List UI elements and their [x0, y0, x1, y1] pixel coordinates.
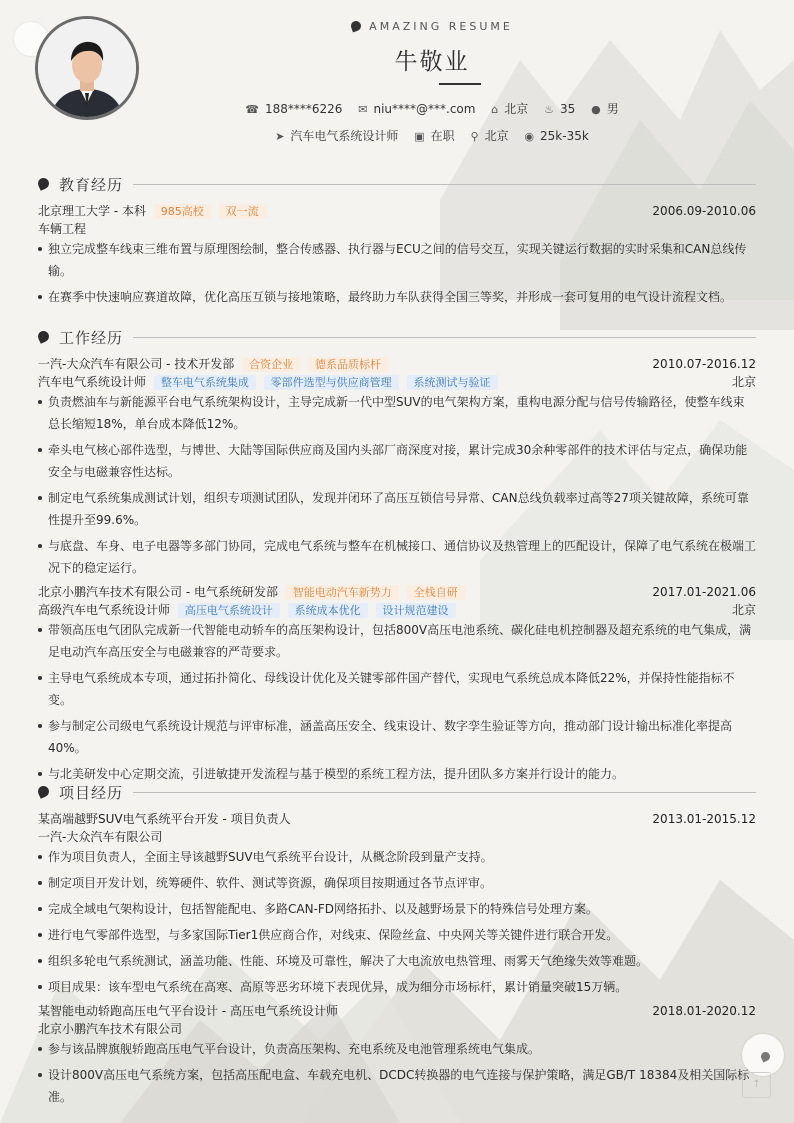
section-header — [38, 173, 756, 195]
tag: 零部件选型与供应商管理 — [264, 375, 399, 390]
bullet-list — [38, 391, 756, 579]
list-item: 制定项目开发计划，统筹硬件、软件、测试等资源，确保项目按期通过各节点评审。 — [38, 872, 756, 894]
leaf-icon — [36, 176, 51, 191]
tag: 系统成本优化 — [288, 603, 368, 618]
age: 35 — [560, 102, 576, 116]
list-item: 参与该品牌旗舰轿跑高压电气平台设计，负责高压架构、充电系统及电池管理系统电气集成。 — [38, 1038, 756, 1060]
job-header — [38, 583, 756, 601]
pin-icon: ⚲ — [470, 130, 479, 143]
project-org: 北京小鹏汽车技术有限公司 — [38, 1022, 183, 1036]
mail-icon: ✉ — [358, 103, 368, 116]
role: 汽车电气系统设计师 — [38, 375, 147, 389]
company: 北京小鹏汽车技术有限公司 - 电气系统研发部 — [38, 585, 278, 599]
bullet-list — [38, 238, 756, 308]
job-title: 汽车电气系统设计师 — [290, 129, 399, 143]
send-icon: ➤ — [275, 130, 285, 143]
major: 车辆工程 — [38, 222, 87, 236]
bullet-list — [38, 619, 756, 785]
list-item: 与底盘、车身、电子电器等多部门协同，完成电气系统与整车在机械接口、通信协议及热管理上的匹配设计，保障了电气系统在极端工况下的稳定运行。 — [38, 535, 756, 579]
section-title: 项目经历 — [59, 784, 124, 802]
tag: 985高校 — [154, 204, 211, 219]
job-role — [38, 601, 756, 619]
projects-section — [38, 781, 756, 1112]
tag: 整车电气系统集成 — [154, 375, 256, 390]
leaf-icon — [36, 784, 51, 799]
list-item: 制定电气系统集成测试计划，组织专项测试团队，发现并闭环了高压互锁信号异常、CAN总线负载率过高等27项关键故障，系统可靠性提升至99.6%。 — [38, 487, 756, 531]
home-icon: ⌂ — [491, 103, 499, 116]
tag: 系统测试与验证 — [407, 375, 498, 390]
company: 一汽-大众汽车有限公司 - 技术开发部 — [38, 357, 235, 371]
project-org: 一汽-大众汽车有限公司 — [38, 830, 163, 844]
leaf-icon — [36, 329, 51, 344]
briefcase-icon: ▣ — [414, 130, 425, 143]
bullet-list — [38, 1038, 756, 1108]
leaf-icon — [760, 1051, 772, 1063]
list-item: 独立完成整车线束三维布置与原理图绘制，整合传感器、执行器与ECU之间的信号交互，实现关键运行数据的实时采集和CAN总线传输。 — [38, 238, 756, 282]
tag: 德系品质标杆 — [308, 357, 388, 372]
list-item: 作为项目负责人，全面主导该越野SUV电气系统平台设计，从概念阶段到量产支持。 — [38, 846, 756, 868]
project-name: 某智能电动轿跑高压电气平台设计 - 高压电气系统设计师 — [38, 1004, 338, 1018]
list-item: 进行电气零部件选型，与多家国际Tier1供应商合作，对线束、保险丝盒、中央网关等关键件进行联合开发。 — [38, 924, 756, 946]
school: 北京理工大学 - 本科 — [38, 204, 146, 218]
section-divider — [133, 184, 756, 185]
education-header — [38, 202, 756, 220]
list-item: 与北美研发中心定期交流，引进敏捷开发流程与基于模型的系统工程方法，提升团队多方案并行设计的能力。 — [38, 763, 756, 785]
candidate-name: 牛敬业 — [394, 49, 470, 75]
phone-icon: ☎ — [245, 103, 259, 116]
list-item: 项目成果：该车型电气系统在高寒、高原等恶劣环境下表现优异，成为细分市场标杆，累计销量突破15万辆。 — [38, 976, 756, 998]
email: niu****@***.com — [373, 102, 476, 116]
cake-icon: ♨ — [544, 103, 554, 116]
section-title: 教育经历 — [59, 176, 124, 194]
section-divider — [133, 337, 756, 338]
tag: 双一流 — [219, 204, 266, 219]
job-header — [38, 355, 756, 373]
list-item: 负责燃油车与新能源平台电气系统架构设计，主导完成新一代中型SUV的电气架构方案，重构电源分配与信号传输路径，使整车线束总长缩短18%，单台成本降低12%。 — [38, 391, 756, 435]
section-header — [38, 326, 756, 348]
decorative-circle — [742, 1034, 784, 1076]
tag: 设计规范建设 — [376, 603, 456, 618]
tag: 高压电气系统设计 — [178, 603, 280, 618]
employment-status: 在职 — [430, 129, 455, 143]
period: 2018.01-2020.12 — [652, 1004, 756, 1018]
education-section — [38, 173, 756, 312]
tag: 智能电动汽车新势力 — [286, 585, 399, 600]
name-divider — [439, 83, 481, 85]
gender: 男 — [606, 102, 619, 116]
project-name: 某高端越野SUV电气系统平台开发 - 项目负责人 — [38, 812, 291, 826]
period: 2010.07-2016.12 — [652, 357, 756, 371]
phone: 188****6226 — [264, 102, 343, 116]
section-header — [38, 781, 756, 803]
tag: 全栈自研 — [407, 585, 465, 600]
list-item: 在赛季中快速响应赛道故障，优化高压互锁与接地策略，最终助力车队获得全国三等奖，并形成一套可复用的电气设计流程文档。 — [38, 286, 756, 308]
money-icon: ◉ — [524, 130, 535, 143]
contact-row — [0, 100, 794, 117]
list-item: 主导电气系统成本专项，通过拓扑简化、母线设计优化及关键零部件国产替代，实现电气系统总成本降低22%，并保持性能指标不变。 — [38, 667, 756, 711]
list-item: 带领高压电气团队完成新一代智能电动轿车的高压架构设计，包括800V高压电池系统、碳化硅电机控制器及超充系统的电气集成，满足电动汽车高压安全与电磁兼容的严苛要求。 — [38, 619, 756, 663]
period: 2006.09-2010.06 — [652, 204, 756, 218]
work-section — [38, 326, 756, 789]
list-item: 牵头电气核心部件选型，与博世、大陆等国际供应商及国内头部厂商深度对接，累计完成30余种零部件的技术评估与定点，确保功能安全与电磁兼容性达标。 — [38, 439, 756, 483]
location: 北京 — [504, 102, 529, 116]
bullet-list — [38, 846, 756, 998]
tag: 合资企业 — [242, 357, 300, 372]
city: 北京 — [731, 603, 756, 617]
section-divider — [133, 792, 756, 793]
scroll-top-button[interactable]: ↑ — [742, 1072, 771, 1098]
list-item: 设计800V高压电气系统方案，包括高压配电盒、车载充电机、DCDC转换器的电气连接与保护策略，满足GB/T 18384及相关国际标准。 — [38, 1064, 756, 1108]
section-title: 工作经历 — [59, 329, 124, 347]
list-item: 组织多轮电气系统测试，涵盖功能、性能、环境及可靠性，解决了大电流放电热管理、雨雾天气绝缘失效等难题。 — [38, 950, 756, 972]
resume-tagline: AMAZING RESUME — [0, 20, 794, 33]
project-header — [38, 810, 756, 828]
city: 北京 — [731, 375, 756, 389]
job-role — [38, 373, 756, 391]
list-item: 完成全域电气架构设计，包括智能配电、多路CAN-FD网络拓扑、以及越野场景下的特殊信号处理方案。 — [38, 898, 756, 920]
project-header — [38, 1002, 756, 1020]
salary: 25k-35k — [540, 129, 589, 143]
list-item: 参与制定公司级电气系统设计规范与评审标准，涵盖高压安全、线束设计、数字孪生验证等方向，推动部门设计输出标准化率提高40%。 — [38, 715, 756, 759]
job-intent-row — [0, 127, 794, 144]
period: 2017.01-2021.06 — [652, 585, 756, 599]
leaf-icon — [350, 20, 363, 33]
gender-icon: ● — [591, 103, 601, 116]
role: 高级汽车电气系统设计师 — [38, 603, 171, 617]
target-city: 北京 — [484, 129, 509, 143]
period: 2013.01-2015.12 — [652, 812, 756, 826]
